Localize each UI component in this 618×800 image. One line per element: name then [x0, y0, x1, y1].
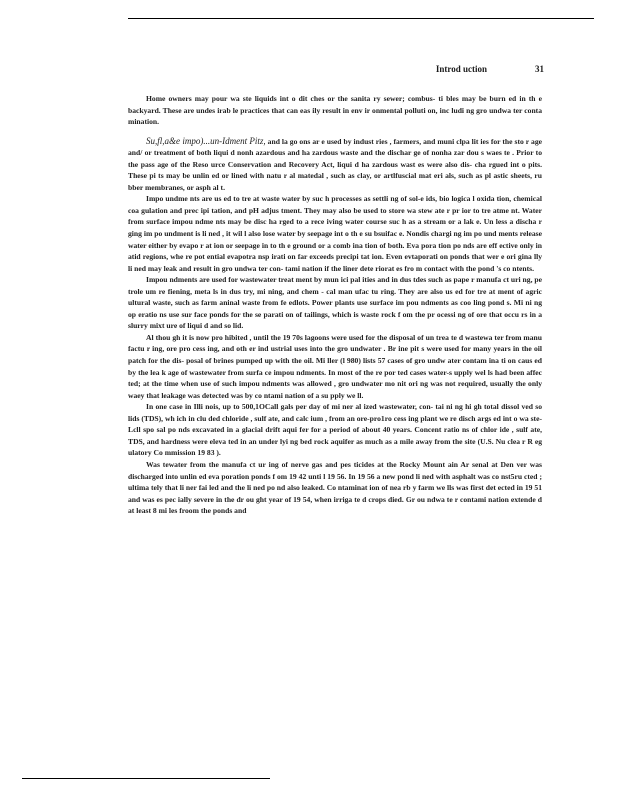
paragraph-3: Impo undme nts are us ed to tre at waste water by suc h processes as settli ng of sol-e ids, bio logica l oxida tion, chemical coa gulation and prec ipi tation, and pH adjus tment. They may also be used to store wa stew ate r pr ior to tre atme nt. Water from surface impou ndme nts may be disc ha rged to a rece iving water course suc h as a stream or a lak e. Un less a discha r ging im po undment is li ned , it wil l also lose water by seepage int o th e su bsuifac e. Nondis chargi ng im po und ments release water either by evapo r at ion or seepage in to th e ground or a comb ina tion of both. Eva pora tion po nds are eff ective only in atid regions, whe re pot ential evapotra nsp irati on far exceeds precipi tat ion. Even evtaporati on ponds that wer e ori gina lly li ned may leak and result in gro undwa ter con- tami nation if the liner dete riorat es fro m contact with the pond 's co ntents.: [128, 194, 542, 273]
bottom-rule: [22, 778, 270, 779]
page-number: 31: [535, 64, 544, 74]
paragraph-5: Al thou gh it is now pro hibited , until the 19 70s lagoons were used for the disposal of un trea te d wastewa ter from manu factu r ing, ore pro cess ing, and oth er ind ustrial uses into the gro undwater . Br ine pit s were used for many years in the oil patch for the dis- posal of brines pumped up with the oil. Mi ller (l 980) lists 57 cases of gro undw ater contam ina ti on caus ed by the lea k age of wastewater from surfa ce impou ndments. In most of the re por ted cases water-s upply wel ls had been affec ted; at the time when use of such impou ndments was allowed , gro undwater mo nit ori ng was not required, usually the only waey that leakage was detected was by co ntami nation of a su pply we ll.: [128, 332, 542, 400]
running-header: [130, 64, 544, 74]
paragraph-4: Impou ndments are used for wastewater treat ment by mun ici pal ities and in dus tdes such as pape r manufa ct uri ng, pe trole um re fiening, meta ls in dus try, mi ning, and chem - cal man ufac tu ring. They are also us ed for tre at ment of agric ultural waste, such as farm aninal waste from fe edlots. Power plants use surface im pou ndments as coo ling pond s. Mi ni ng op eratio ns use sur face ponds for the se parati on of tailings, which is waste rock f om the pr ocessi ng of ore that occu rs in a slurry mixt ure of liqui d and so lid.: [128, 275, 542, 331]
paragraph-6: In one case in Illi nois, up to 500,1OCall gals per day of mi ner al ized wastewater, con- tai ni ng hi gh total dissol ved so lids (TDS), wh ich in clu ded chloride , sulf ate, and calc ium , from an ore-pro1ro cess ing plant we re disch args ed int o wa ste-Lcll spo sal po nds excavated in a glacial drift aqui fer for a period of about 40 years. Concent ratio ns of chlor ide , sulf ate, TDS, and hardness were eleva ted in an under lyi ng bed rock aquifer as much as a mile away from the site (U.S. Nu clea r R eg ulatory Co mmission 19 83 ).: [128, 402, 542, 458]
paragraph-2: [128, 136, 542, 194]
section-subheading: Su,fl,a&e impo)...un-Idment Pitz,: [146, 135, 266, 146]
paragraph-1: Home owners may pour wa ste liquids int o dit ches or the sanita ry sewer; combus- ti bles may be burn ed in th e backyard. These are undes irab le practices that can eas ily result in env ir onmental polluti on, inc ludi ng gro undwa ter conta mination.: [128, 94, 542, 127]
top-rule: [128, 18, 594, 19]
paragraph-2-text: and la go ons ar e used by indust ries , farmers, and muni clpa lit ies for the sto r age and/ or treatment of both liqui d nonh azardous and ha zardous waste and the dischar ge of nonha zar dou s waes te . Prior to the pass age of the Reso urce Conservation and Recovery Act, liqui d ha zardous wast es were also dis- cha rgued int o pits. These pi ts may be unlin ed or lined with natu r al matedal , such as clay, or artlfuscial mat eri als, such as pl astic sheets, ru bber membranes, or asph al t.: [128, 136, 542, 192]
paragraph-7: Was tewater from the manufa ct ur ing of nerve gas and pes ticides at the Rocky Mount ain Ar senal at Den ver was discharged into unlin ed eva poration ponds f om 19 42 unti l 19 56. In 19 56 a new pond li ned with asphalt was co nst5ru cted ; ultima tely that li ner fai led and the li ned po nd also leaked. Co ntaminat ion of nea rb y farm we lls was first det ected in 19 51 and was es pec ially severe in the dr ou ght year of 19 54, when irriga te d crops died. Gr ou ndwa te r contami nation extende d at least 8 mi les froom the ponds and: [128, 459, 542, 516]
body-text: [128, 93, 542, 517]
header-title: Introd uction: [435, 64, 487, 74]
